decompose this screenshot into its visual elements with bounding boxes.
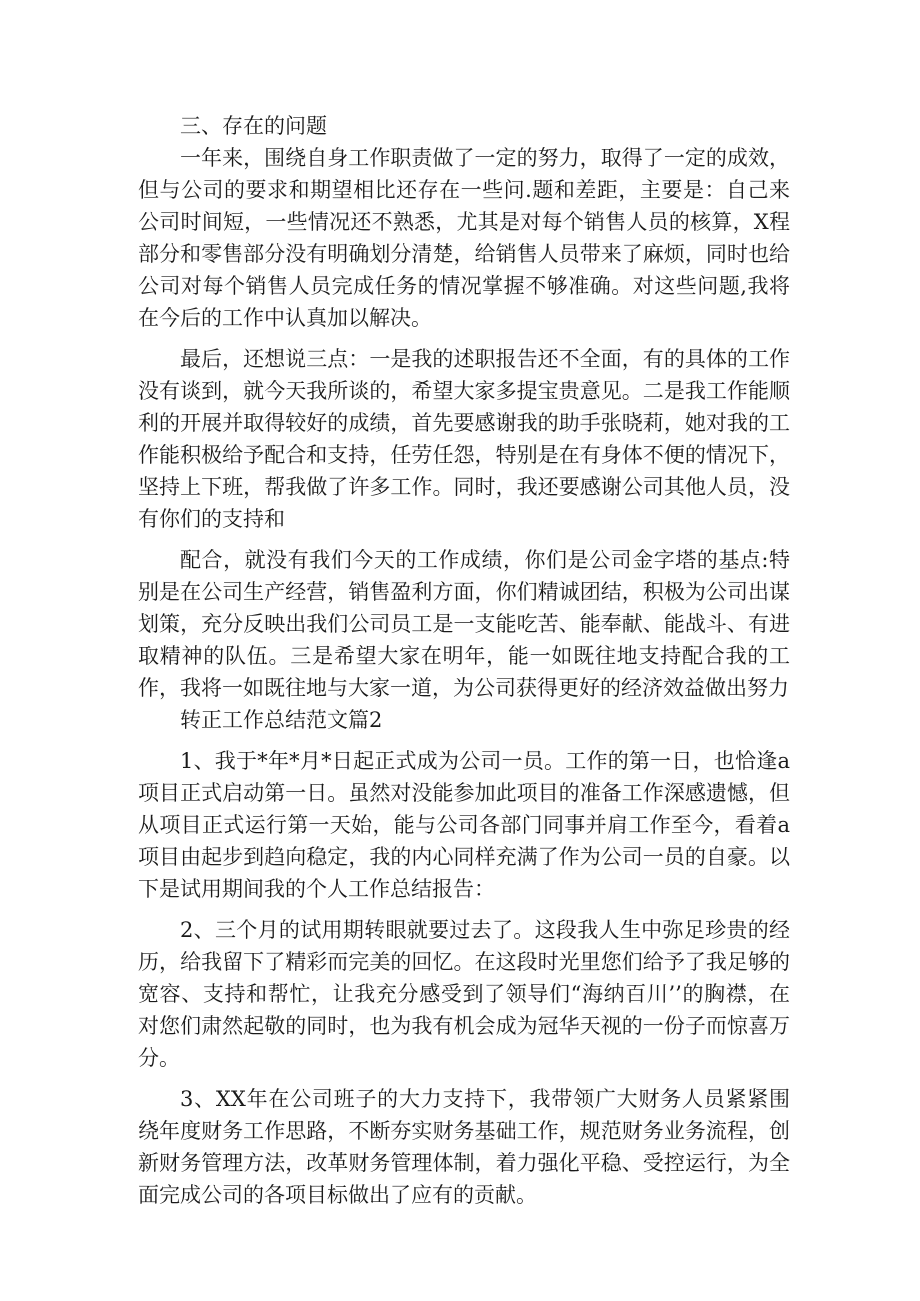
- article-title-2: 转正工作总结范文篇2: [180, 708, 383, 732]
- paragraph-closing: 最后，还想说三点：一是我的述职报告还不全面，有的具体的工作没有谈到，就今天我所谈的，希望大家多提宝贵意见。二是我工作能顺利的开展并取得较好的成绩，首先要感谢我的助手张晓莉，她对我的工作能积极给予配合和支持，任劳任怨，特别是在有身体不便的情况下，坚持上下班，帮我做了许多工作。同时，我还要感谢公司其他人员，没有你们的支持和: [138, 347, 790, 531]
- paragraph-closing-continued: 配合，就没有我们今天的工作成绩，你们是公司金字塔的基点:特别是在公司生产经营，销售盈利方面，你们精诚团结，积极为公司出谋划策，充分反映出我们公司员工是一支能吃苦、能奉献、能战斗、有进取精神的队伍。三是希望大家在明年，能一如既往地支持配合我的工作，我将一如既往地与大家一道，为公司获得更好的经济效益做出努力: [138, 548, 790, 700]
- paragraph-problems: 一年来，围绕自身工作职责做了一定的努力，取得了一定的成效，但与公司的要求和期望相比还存在一些问.题和差距，主要是：自己来公司时间短，一些情况还不熟悉，尤其是对每个销售人员的核算，X程部分和零售部分没有明确划分清楚，给销售人员带来了麻烦，同时也给公司对每个销售人员完成任务的情况掌握不够准确。对这些问题,我将在今后的工作中认真加以解决。: [138, 146, 790, 330]
- document-body: [138, 110, 790, 1211]
- section-heading: 三、存在的问题: [180, 114, 327, 138]
- paragraph-item-1: 1、我于*年*月*日起正式成为公司一员。工作的第一日，也恰逢a项目正式启动第一日。虽然对没能参加此项目的准备工作深感遗憾，但从项目正式运行第一天始，能与公司各部门同事并肩工作至今，看着a项目由起步到趋向稳定，我的内心同样充满了作为公司一员的自豪。以下是试用期间我的个人工作总结报告：: [138, 749, 790, 901]
- paragraph-item-2: 2、三个月的试用期转眼就要过去了。这段我人生中弥足珍贵的经历，给我留下了精彩而完美的回忆。在这段时光里您们给予了我足够的宽容、支持和帮忙，让我充分感受到了领导们“海纳百川’’的胸襟，在对您们肃然起敬的同时，也为我有机会成为冠华天视的一份子而惊喜万分。: [138, 918, 790, 1070]
- paragraph-item-3: 3、XX年在公司班子的大力支持下，我带领广大财务人员紧紧围绕年度财务工作思路，不断夯实财务基础工作，规范财务业务流程，创新财务管理方法，改革财务管理体制，着力强化平稳、受控运行，为全面完成公司的各项目标做出了应有的贡献。: [138, 1087, 790, 1207]
